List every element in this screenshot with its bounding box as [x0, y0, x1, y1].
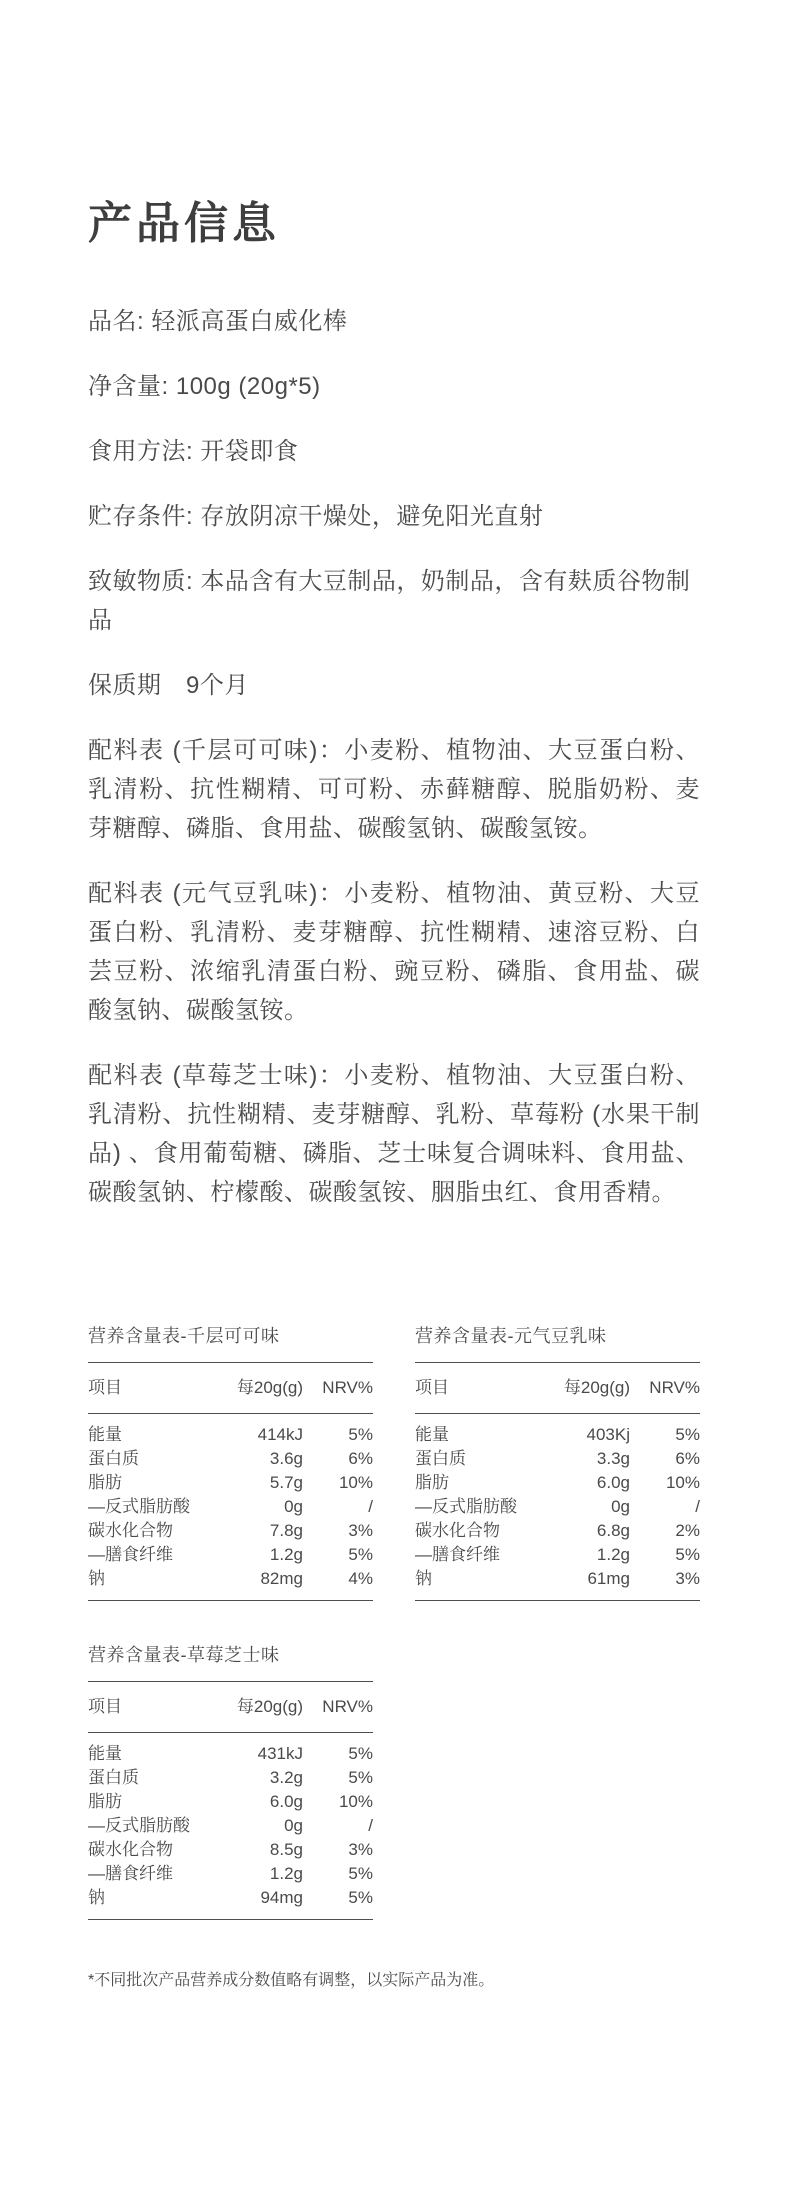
table-row: [88, 1567, 373, 1591]
column-header-item: 项目: [415, 1378, 449, 1397]
nutrient-nrv: 5%: [348, 1425, 373, 1444]
nutrition-table-soymilk: [415, 1324, 700, 1601]
allergen-value: 本品含有大豆制品，奶制品，含有麸质谷物制品: [88, 568, 691, 634]
nutrient-name: 钠: [88, 1888, 105, 1907]
nutrient-amount: 61mg: [587, 1569, 630, 1588]
nutrient-nrv: 10%: [338, 1473, 373, 1492]
table-row: [415, 1447, 700, 1471]
nutrition-table-strawberry-cheese: [88, 1643, 373, 1920]
table-row: [88, 1790, 373, 1814]
nutrient-name: 能量: [415, 1425, 449, 1444]
nutrient-amount: 0g: [284, 1497, 303, 1516]
nutrient-amount: 8.5g: [269, 1840, 303, 1859]
shelf-life-value: 9个月: [186, 672, 249, 699]
table-row: [88, 1519, 373, 1543]
nutrient-nrv: 3%: [675, 1569, 700, 1588]
nutrient-name: 脂肪: [88, 1792, 122, 1811]
usage-line: [88, 432, 700, 471]
nutrient-amount: 5.7g: [269, 1473, 303, 1492]
nutrient-nrv: 4%: [348, 1569, 373, 1588]
shelf-life-line: [88, 666, 700, 705]
table-header-row: [415, 1363, 700, 1413]
product-name-line: [88, 302, 700, 341]
usage-label: 食用方法: [88, 438, 186, 465]
nutrient-amount: 1.2g: [596, 1545, 630, 1564]
table-row: [88, 1543, 373, 1567]
nutrient-nrv: 6%: [348, 1449, 373, 1468]
table-row: [88, 1766, 373, 1790]
nutrient-amount: 431kJ: [257, 1744, 303, 1763]
nutrient-amount: 403Kj: [586, 1425, 630, 1444]
shelf-life-label: 保质期: [88, 672, 162, 699]
nutrient-amount: 6.0g: [596, 1473, 630, 1492]
nutrition-tables-row-2: [88, 1643, 700, 1920]
nutrient-name: 蛋白质: [88, 1768, 139, 1787]
table-row: [88, 1471, 373, 1495]
nutrient-nrv: 2%: [675, 1521, 700, 1540]
allergen-label: 致敏物质: [88, 568, 186, 595]
nutrient-amount: 82mg: [260, 1569, 303, 1588]
nutrient-nrv: /: [695, 1497, 700, 1516]
allergen-line: [88, 562, 700, 640]
net-weight-label: 净含量: [88, 373, 162, 400]
divider: [88, 1600, 373, 1601]
table-row: [88, 1447, 373, 1471]
nutrient-name: 脂肪: [415, 1473, 449, 1492]
nutrient-nrv: /: [368, 1497, 373, 1516]
divider: [415, 1600, 700, 1601]
nutrient-nrv: 3%: [348, 1521, 373, 1540]
table-row: [415, 1471, 700, 1495]
product-name-value: 轻派高蛋白威化棒: [151, 308, 348, 335]
table-row: [88, 1423, 373, 1447]
separator: :: [186, 438, 201, 465]
nutrient-name: —膳食纤维: [88, 1864, 173, 1883]
column-header-per20g: 每20g(g): [236, 1697, 303, 1716]
table-row: [88, 1742, 373, 1766]
usage-value: 开袋即食: [200, 438, 299, 465]
nutrient-nrv: 10%: [338, 1792, 373, 1811]
separator: [162, 672, 187, 699]
table-row: [415, 1567, 700, 1591]
table-row: [415, 1495, 700, 1519]
nutrition-table-title: 营养含量表-千层可可味: [88, 1326, 280, 1346]
nutrient-nrv: 5%: [348, 1545, 373, 1564]
nutrient-name: 钠: [415, 1569, 432, 1588]
table-header-row: [88, 1682, 373, 1732]
net-weight-value: 100g (20g*5): [175, 373, 321, 400]
nutrient-name: —反式脂肪酸: [88, 1497, 190, 1516]
nutrient-nrv: /: [368, 1816, 373, 1835]
ingredients-soymilk: 配料表 (元气豆乳味)：小麦粉、植物油、黄豆粉、大豆蛋白粉、乳清粉、麦芽糖醇、抗性糊精、速溶豆粉、白芸豆粉、浓缩乳清蛋白粉、豌豆粉、磷脂、食用盐、碳酸氢钠、碳酸氢铵。: [88, 880, 700, 1024]
nutrient-amount: 3.2g: [269, 1768, 303, 1787]
nutrient-name: —膳食纤维: [88, 1545, 173, 1564]
net-weight-line: [88, 367, 700, 406]
nutrition-tables-row-1: [88, 1324, 700, 1601]
nutrient-amount: 1.2g: [269, 1545, 303, 1564]
nutrient-amount: 94mg: [260, 1888, 303, 1907]
table-row: [88, 1814, 373, 1838]
nutrient-name: 蛋白质: [415, 1449, 466, 1468]
nutrient-amount: 3.3g: [596, 1449, 630, 1468]
separator: :: [161, 373, 176, 400]
column-header-nrv: NRV%: [322, 1378, 373, 1397]
nutrient-nrv: 5%: [675, 1545, 700, 1564]
table-header-row: [88, 1363, 373, 1413]
separator: :: [186, 503, 201, 530]
storage-label: 贮存条件: [88, 503, 186, 530]
nutrition-table-cocoa: [88, 1324, 373, 1601]
nutrient-nrv: 5%: [348, 1888, 373, 1907]
ingredients-strawberry-cheese: 配料表 (草莓芝士味)：小麦粉、植物油、大豆蛋白粉、乳清粉、抗性糊精、麦芽糖醇、乳粉、草莓粉 (水果干制品) 、食用葡萄糖、磷脂、芝士味复合调味料、食用盐、碳酸氢钠、柠檬酸、碳酸氢铵、胭脂虫红、食用香精。: [88, 1062, 700, 1206]
page-title: 产品信息: [88, 199, 280, 248]
nutrient-amount: 0g: [284, 1816, 303, 1835]
batch-variation-footnote: *不同批次产品营养成分数值略有调整，以实际产品为准。: [88, 1972, 495, 1989]
nutrition-table-title: 营养含量表-草莓芝士味: [88, 1645, 280, 1665]
divider: [88, 1919, 373, 1920]
table-row: [88, 1495, 373, 1519]
nutrient-amount: 0g: [611, 1497, 630, 1516]
ingredients-cocoa: 配料表 (千层可可味)：小麦粉、植物油、大豆蛋白粉、乳清粉、抗性糊精、可可粉、赤藓糖醇、脱脂奶粉、麦芽糖醇、磷脂、食用盐、碳酸氢钠、碳酸氢铵。: [88, 737, 700, 842]
nutrient-amount: 414kJ: [257, 1425, 303, 1444]
column-header-item: 项目: [88, 1378, 122, 1397]
storage-value: 存放阴凉干燥处，避免阳光直射: [200, 503, 544, 530]
table-body: [88, 1733, 373, 1919]
column-header-per20g: 每20g(g): [563, 1378, 630, 1397]
column-header-nrv: NRV%: [649, 1378, 700, 1397]
nutrient-name: 能量: [88, 1744, 122, 1763]
table-row: [415, 1519, 700, 1543]
separator: :: [137, 308, 152, 335]
nutrient-name: —反式脂肪酸: [88, 1816, 190, 1835]
nutrient-amount: 6.0g: [269, 1792, 303, 1811]
table-row: [415, 1543, 700, 1567]
table-body: [88, 1414, 373, 1600]
nutrient-nrv: 10%: [665, 1473, 700, 1492]
nutrient-name: 碳水化合物: [415, 1521, 500, 1540]
separator: :: [186, 568, 201, 595]
table-row: [88, 1862, 373, 1886]
table-row: [88, 1886, 373, 1910]
nutrient-nrv: 5%: [348, 1864, 373, 1883]
nutrient-name: —膳食纤维: [415, 1545, 500, 1564]
nutrient-nrv: 6%: [675, 1449, 700, 1468]
nutrient-name: 碳水化合物: [88, 1521, 173, 1540]
nutrient-nrv: 5%: [348, 1744, 373, 1763]
nutrient-nrv: 3%: [348, 1840, 373, 1859]
nutrient-nrv: 5%: [348, 1768, 373, 1787]
nutrient-amount: 3.6g: [269, 1449, 303, 1468]
nutrient-name: 钠: [88, 1569, 105, 1588]
nutrient-name: 蛋白质: [88, 1449, 139, 1468]
nutrient-name: 碳水化合物: [88, 1840, 173, 1859]
table-body: [415, 1414, 700, 1600]
nutrient-name: —反式脂肪酸: [415, 1497, 517, 1516]
nutrition-table-title: 营养含量表-元气豆乳味: [415, 1326, 607, 1346]
column-header-item: 项目: [88, 1697, 122, 1716]
column-header-per20g: 每20g(g): [236, 1378, 303, 1397]
nutrient-amount: 6.8g: [596, 1521, 630, 1540]
product-name-label: 品名: [88, 308, 137, 335]
nutrient-nrv: 5%: [675, 1425, 700, 1444]
column-header-nrv: NRV%: [322, 1697, 373, 1716]
nutrient-name: 能量: [88, 1425, 122, 1444]
nutrient-amount: 7.8g: [269, 1521, 303, 1540]
nutrient-name: 脂肪: [88, 1473, 122, 1492]
table-row: [415, 1423, 700, 1447]
storage-line: [88, 497, 700, 536]
nutrient-amount: 1.2g: [269, 1864, 303, 1883]
table-row: [88, 1838, 373, 1862]
